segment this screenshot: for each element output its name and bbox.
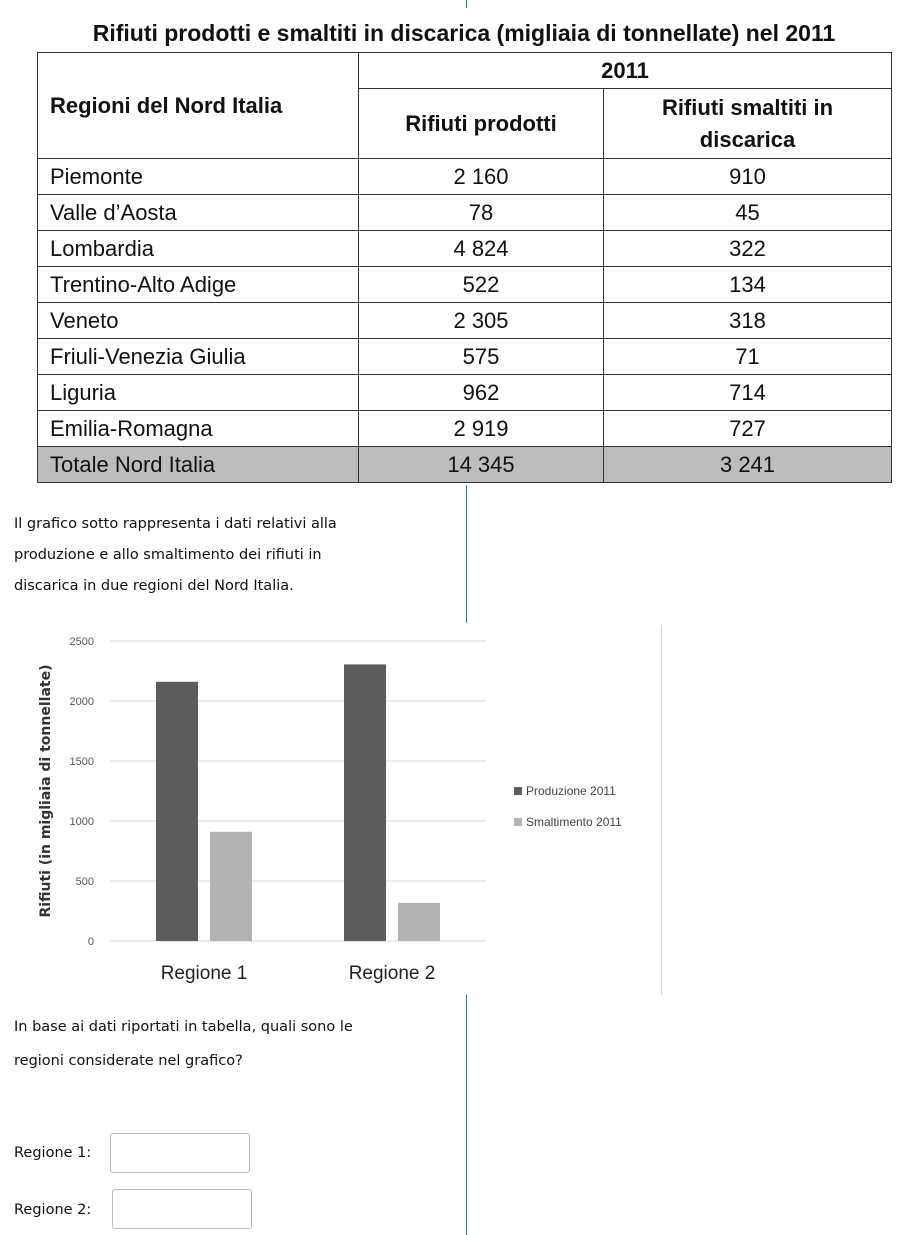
region-cell: Valle d’Aosta — [38, 195, 359, 231]
table-row — [38, 159, 892, 195]
region-cell: Veneto — [38, 303, 359, 339]
region-cell: Liguria — [38, 375, 359, 411]
intro-line-3: discarica in due regioni del Nord Italia. — [14, 578, 294, 594]
chart-frame-right-line — [661, 625, 662, 995]
landfill-cell: 727 — [604, 411, 892, 447]
landfill-cell: 318 — [604, 303, 892, 339]
produced-cell: 2 160 — [359, 159, 604, 195]
table-row — [38, 303, 892, 339]
legend-label: Produzione 2011 — [526, 784, 616, 798]
table-row — [38, 195, 892, 231]
landfill-cell: 134 — [604, 267, 892, 303]
legend-swatch — [514, 787, 522, 795]
y-tick-label: 1500 — [69, 756, 94, 768]
header-region: Regioni del Nord Italia — [38, 53, 359, 159]
table-row — [38, 411, 892, 447]
header-landfill — [604, 89, 892, 159]
bar — [344, 664, 386, 941]
table-row — [38, 375, 892, 411]
question-line-1: In base ai dati riportati in tabella, quali sono le — [14, 1019, 353, 1035]
intro-line-2: produzione e allo smaltimento dei rifiuti in — [14, 547, 322, 563]
landfill-cell: 71 — [604, 339, 892, 375]
header-landfill-line2: discarica — [699, 126, 796, 152]
y-tick-label: 1000 — [69, 816, 94, 828]
y-tick-label: 2500 — [69, 636, 94, 648]
page-guide-line-middle — [466, 485, 467, 623]
waste-data-table — [37, 52, 892, 483]
produced-cell: 78 — [359, 195, 604, 231]
answer-label-region-2: Regione 2: — [14, 1202, 92, 1218]
page-guide-line-top — [466, 0, 467, 8]
legend-swatch — [514, 818, 522, 826]
table-row — [38, 231, 892, 267]
answer-input-region-1[interactable] — [110, 1133, 250, 1173]
page-guide-line-bottom — [466, 995, 467, 1235]
y-axis-label: Rifiuti (in migliaia di tonnellate) — [38, 664, 54, 918]
question-line-2: regioni considerate nel grafico? — [14, 1053, 243, 1069]
x-tick-label: Regione 1 — [160, 963, 248, 984]
header-produced: Rifiuti prodotti — [359, 89, 604, 159]
bar — [156, 682, 198, 941]
bar — [398, 903, 440, 941]
produced-cell: 522 — [359, 267, 604, 303]
region-cell: Trentino-Alto Adige — [38, 267, 359, 303]
region-cell: Emilia-Romagna — [38, 411, 359, 447]
total-produced-cell: 14 345 — [359, 447, 604, 483]
total-region-cell: Totale Nord Italia — [38, 447, 359, 483]
bar-chart — [30, 625, 660, 995]
total-landfill-cell: 3 241 — [604, 447, 892, 483]
produced-cell: 2 919 — [359, 411, 604, 447]
produced-cell: 962 — [359, 375, 604, 411]
landfill-cell: 910 — [604, 159, 892, 195]
legend-label: Smaltimento 2011 — [526, 815, 622, 829]
table-total-row — [38, 447, 892, 483]
header-year: 2011 — [359, 53, 892, 89]
question-text — [14, 1010, 353, 1078]
intro-line-1: Il grafico sotto rappresenta i dati relativi alla — [14, 516, 337, 532]
table-row — [38, 339, 892, 375]
landfill-cell: 322 — [604, 231, 892, 267]
y-tick-label: 0 — [87, 936, 94, 948]
header-landfill-line1: Rifiuti smaltiti in — [661, 94, 834, 120]
region-cell: Lombardia — [38, 231, 359, 267]
y-tick-label: 2000 — [69, 696, 94, 708]
produced-cell: 4 824 — [359, 231, 604, 267]
answer-input-region-2[interactable] — [112, 1189, 252, 1229]
y-tick-label: 500 — [75, 876, 94, 888]
region-cell: Friuli-Venezia Giulia — [38, 339, 359, 375]
x-tick-label: Regione 2 — [348, 963, 436, 984]
landfill-cell: 45 — [604, 195, 892, 231]
table-title: Rifiuti prodotti e smaltiti in discarica (migliaia di tonnellate) nel 2011 — [92, 20, 836, 46]
intro-text — [14, 509, 337, 602]
bar — [210, 832, 252, 941]
region-cell: Piemonte — [38, 159, 359, 195]
landfill-cell: 714 — [604, 375, 892, 411]
answer-label-region-1: Regione 1: — [14, 1145, 92, 1161]
produced-cell: 575 — [359, 339, 604, 375]
produced-cell: 2 305 — [359, 303, 604, 339]
table-row — [38, 267, 892, 303]
